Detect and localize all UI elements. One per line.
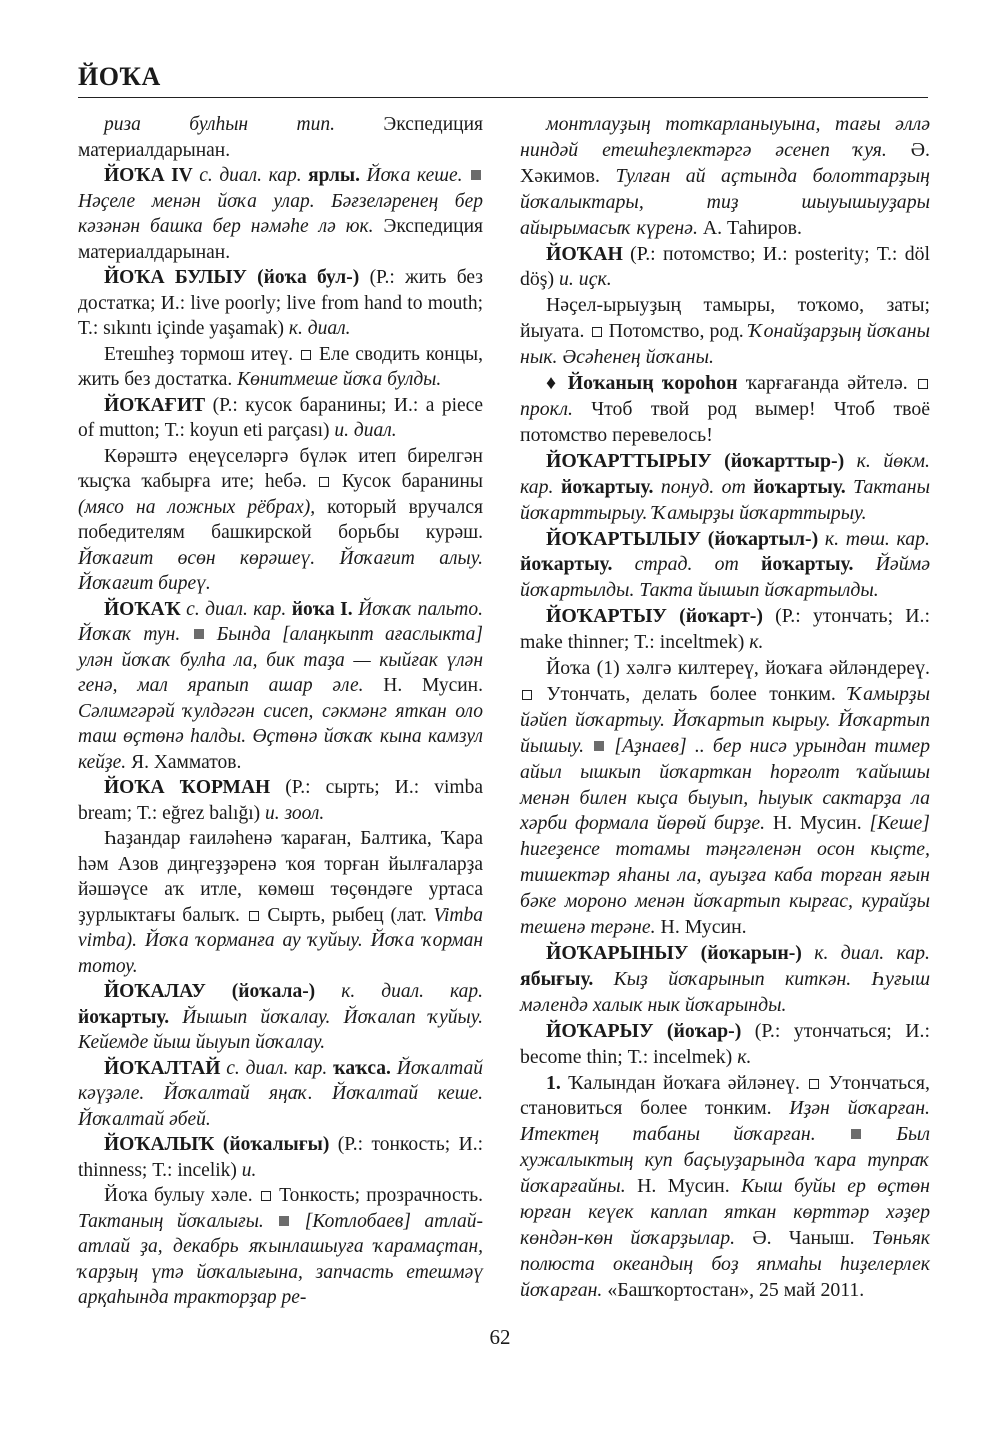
italic-text: Тактаның йоҡалығы.: [78, 1210, 278, 1232]
text: Н. Мусин.: [625, 1175, 730, 1198]
example-marker-icon: [279, 1216, 289, 1226]
italic-text: Кыҙ йоҡарынып киткән. Һуғыш мәлендә халык нык йоҡарынды.: [520, 967, 930, 1016]
dictionary-entry: [78, 393, 483, 444]
dictionary-entry: [520, 1071, 930, 1304]
italic-text: и.: [236, 1159, 257, 1181]
italic-text: риза булһын тип.: [104, 114, 335, 135]
text: Утончать, делать более тонким.: [534, 682, 836, 705]
text: Н. Мусин.: [765, 812, 862, 835]
header-rule: [78, 97, 928, 98]
text: Чтоб твой род вымер! Чтоб твоё потомство перевелось!: [520, 397, 930, 446]
italic-text: Йоҡа кеше.: [360, 165, 469, 186]
italic-text: к. йөкм. кар.: [520, 449, 930, 498]
headword: йоҡартыу.: [78, 1006, 170, 1028]
dictionary-entry: [78, 1132, 483, 1183]
italic-text: Vimba vimba).: [78, 904, 483, 951]
italic-text: к. диал.: [284, 318, 351, 339]
italic-text: Көнитмеше йоҡа булды.: [232, 369, 442, 390]
italic-text: прокл.: [520, 397, 573, 420]
italic-text: [Котлобаев] атлай-атлай ҙа, декабрь яҡынлашыуға ҡарамаҫтан, ҡарҙың үтә йоҡалығына, запчасть етешмәү арқаһында тракторҙар ре-: [78, 1210, 483, 1308]
text: Ә. Чаныш.: [735, 1226, 855, 1249]
italic-text: [Кеше] һигеҙенсе тотамы тәңгәленән осон кыҫте, тишектәр яһаны ла, ауыҙға каба торған яғын бәке мороно менән йоҡартып кырғас, курайҙы тешенә терәне.: [520, 812, 930, 939]
entry-paragraph: [78, 444, 483, 597]
translation-marker-icon: [522, 690, 532, 700]
headword: ЙОҠАН: [546, 242, 623, 265]
text: Йоҡа булыу хәле.: [104, 1185, 259, 1206]
dictionary-entry: [520, 941, 930, 1019]
italic-text: Был хужалыктың куп баҫыуҙарында ҡара тупраҡ йоҡарғайны.: [520, 1123, 931, 1198]
dictionary-entry: [78, 163, 483, 265]
entry-paragraph: [78, 1183, 483, 1311]
text: «Башҡортостан», 25 май 2011.: [602, 1278, 865, 1301]
text: (Р.: тонкость; И.: thinness; Т.: incelik): [78, 1134, 483, 1181]
headword: ЙОҠАРЫНЫУ (йоҡарын-): [546, 942, 802, 964]
text: который вручался победителям башкирской борьбы курәш.: [78, 496, 484, 543]
text: Н. Мусин.: [655, 916, 747, 939]
entry-paragraph: [78, 342, 483, 393]
italic-text: к.: [744, 631, 764, 654]
translation-marker-icon: [319, 477, 329, 487]
italic-text: Ҡамырҙы йәйеп йоҡартыу. Йоҡартып кырыу. Йоҡартып йышыу.: [520, 682, 930, 757]
italic-text: и. иҫк.: [554, 268, 612, 291]
example-marker-icon: [851, 1129, 861, 1139]
headword: ЙОҠАРТЫУ (йоҡарт-): [546, 605, 763, 628]
italic-text: [Аҙнаев] .. бер нисә урындан тимер айыл ышкып йоҡарткан һорғолт ҡайышы менән билен кыҫа быуып, һыуык сактарҙа ла хәрби формала йөрөй бирҙе.: [520, 734, 930, 835]
entry-paragraph: [78, 112, 483, 163]
dictionary-entry: [520, 449, 930, 527]
text: Тонкость; прозрачность.: [272, 1185, 483, 1206]
dictionary-entry: [78, 597, 483, 776]
dictionary-entry: [78, 979, 483, 1056]
dictionary-entry: [520, 1019, 930, 1071]
italic-text: Иҙән йоҡарған. Итектең табаны йоҡарған.: [520, 1097, 930, 1146]
text: Н. Мусин.: [363, 675, 483, 696]
entry-paragraph: [78, 826, 483, 979]
text: Нәҫел-ырыуҙың тамыры, тоҡомо, заты; йыуата.: [520, 294, 930, 343]
dictionary-entry: [520, 527, 930, 605]
headword: Йоҡаның ҡороһон: [567, 372, 738, 395]
italic-text: Йоҡалтай кәүҙәле. Йоҡалтай яңаҡ. Йоҡалтай кеше. Йоҡалтай әбей.: [78, 1057, 483, 1130]
example-marker-icon: [194, 629, 204, 639]
italic-text: Бында [алаңкыпт ағаслыкта] улән йоҡаҡ булһа ла, бик таҙа — кыйғак үлән генә, мал ярапып ашар әле.: [78, 624, 484, 696]
italic-text: Ҡонайҙарҙың йоҡаны нык. Әсәһенең йоҡаны.: [520, 320, 930, 369]
headword: ябығыу.: [520, 967, 594, 990]
text: А. Таһиров.: [697, 216, 802, 239]
headword: ЙОҠАРТЫЛЫУ (йоҡартыл-): [546, 527, 819, 550]
translation-marker-icon: [301, 350, 311, 360]
italic-text: и. зоол.: [260, 802, 325, 824]
headword: ҡаҡса.: [327, 1057, 391, 1079]
italic-text: с. диал. кар.: [192, 165, 302, 186]
text: Етешһеҙ тормош итеү.: [104, 343, 299, 365]
dictionary-entry: [520, 604, 930, 656]
left-column: [78, 112, 483, 1311]
text: Экспедиция материалдарынан.: [78, 216, 483, 263]
italic-text: Йоҡаҡ пальто. Йоҡаҡ тун.: [78, 598, 483, 645]
entry-paragraph: [520, 656, 930, 941]
translation-marker-icon: [918, 379, 928, 389]
text: Еле сводить концы, жить без достатка.: [78, 343, 483, 390]
text: (Р.: утончаться; И.: become thin; Т.: incelmek): [520, 1019, 930, 1068]
text: Ҡалындан йоҡаға әйләнеү.: [560, 1071, 808, 1094]
text: Йоҡа (1) хәлгә килтереү, йоҡаға әйләндереү.: [546, 657, 930, 680]
italic-text: страд. от: [612, 553, 739, 576]
headword: йоҡартыу.: [520, 553, 613, 576]
text: Сырть, рыбец (лат.: [260, 904, 427, 926]
text: ♦: [546, 372, 568, 395]
text: (Р.: кусок баранины; И.: a piece of mutton; Т.: koyun eti parçası): [78, 394, 483, 441]
headword: ЙОҠАҠ: [104, 598, 181, 620]
italic-text: и. диал.: [329, 420, 397, 441]
translation-marker-icon: [261, 1191, 271, 1201]
example-marker-icon: [594, 741, 604, 751]
text: Утончаться, становиться более тонким.: [520, 1071, 930, 1120]
entry-paragraph: [520, 112, 930, 242]
running-head: ЙОҠА: [78, 62, 161, 91]
italic-text: с. диал. кар.: [180, 598, 287, 620]
italic-text: Йышып йоҡалау. Йоҡалап ҡуйыу. Кейемде йыш йыуып йоҡалау.: [78, 1006, 483, 1053]
text: Һаҙандар ғаиләһенә ҡараған, Балтика, Ҡара һәм Азов диңгеҙҙәренә ҡоя торған йылғаларҙа йәшәүсе аҡ итле, көмөш төҫөндәге уртаса ҙурлыктағы балыҡ.: [78, 828, 483, 926]
text: Ә. Хәкимов.: [520, 138, 930, 187]
italic-text: Сәлимгәрәй ҡулдәгән сисеп, сәкмәнг яткан оло таш өҫтөнә һалды. Өҫтөнә йоҡаҡ кына камзул кейҙе.: [78, 700, 483, 773]
headword: йоҡа I.: [286, 598, 353, 620]
text: ҡарғағанда әйтелә.: [737, 372, 916, 395]
translation-marker-icon: [249, 911, 259, 921]
italic-text: к.: [732, 1045, 752, 1068]
italic-text: Кыш буйы ер өҫтөн юрған кеүек каплап яткан көрттәр хәҙер көндән-көн йоҡарҙылар.: [520, 1175, 930, 1249]
italic-text: к. диал. кар.: [315, 981, 484, 1002]
headword: йоҡартыу.: [745, 475, 846, 498]
italic-text: к. төш. кар.: [818, 527, 931, 550]
italic-text: Йәймә йоҡартылды. Такта йышып йоҡартылды.: [520, 553, 930, 602]
headword: ЙОҠАЛЫҠ (йоҡалығы): [104, 1134, 330, 1155]
headword: ЙОҠА БУЛЫУ (йоҡа бул-): [104, 267, 360, 288]
entry-paragraph: [520, 293, 930, 371]
italic-text: Төньяк полюста океандың боҙ япмаһы һиҙелерлек йоҡарған.: [520, 1226, 931, 1301]
headword: ЙОҠАҒИТ: [104, 394, 206, 416]
translation-marker-icon: [809, 1079, 819, 1089]
headword: ЙОҠА ҠОРМАН: [104, 777, 271, 798]
example-marker-icon: [471, 170, 481, 180]
text: (Р.: утончать; И.: make thinner; Т.: inceltmek): [520, 605, 930, 654]
entry-paragraph: [520, 371, 930, 449]
dictionary-entry: [78, 1056, 483, 1133]
italic-text: с. диал. кар.: [220, 1057, 328, 1079]
text: Я. Хамматов.: [126, 751, 242, 773]
translation-marker-icon: [592, 327, 602, 337]
italic-text: (мясо на ложных рёбрах),: [78, 496, 316, 518]
text: (Р.: жить без достатка; И.: live poorly; live from hand to mouth; Т.: sıkıntı içinde yaşamak): [78, 267, 484, 339]
headword: ЙОҠАЛАУ (йоҡала-): [104, 981, 316, 1002]
headword: ярлы.: [301, 165, 361, 186]
text: (Р.: сырть; И.: vimba bream; Т.: eğrez balığı): [78, 777, 483, 824]
text: Кусок баранины: [331, 471, 483, 492]
headword: 1.: [546, 1071, 561, 1094]
headword: йоҡартыу.: [738, 553, 854, 576]
italic-text: Тулған ай аҫтында болоттарҙың йоҡалыктары, тиҙ шыуышыуҙары айырымасыҡ күренә.: [520, 164, 930, 239]
italic-text: Йоҡа ҡорманға ау ҡуйыу. Йоҡа ҡорман тотоу.: [78, 930, 483, 977]
italic-text: монтлауҙың тоткарланыуына, тағы әллә ниндәй етешһеҙлектәргә әсенеп ҡуя.: [520, 113, 930, 161]
italic-text: Йоҡағит өсөн көрәшеү. Йоҡағит алыу. Йоҡағит биреү.: [78, 547, 483, 594]
headword: ЙОҠАРТТЫРЫУ (йоҡарттыр-): [546, 449, 845, 472]
headword: ЙОҠАЛТАЙ: [104, 1057, 221, 1079]
text: Көрәштә еңеүселәргә бүләк итеп бирелгән ҡыҫҡа ҡабырға ите; һебә.: [78, 445, 483, 492]
italic-text: Нәҫеле менән йоҡа улар. Бәғзеләренең бер кәзәнән башка бер нәмәһе лә юк.: [78, 190, 483, 237]
headword: йоҡартыу.: [553, 475, 654, 498]
dictionary-entry: [78, 775, 483, 826]
text: (Р.: потомство; И.: posterity; Т.: döl döş): [520, 242, 930, 291]
italic-text: Тактаны йоҡарттырыу. Ҡамырҙы йоҡарттырыу.: [520, 475, 930, 524]
right-column: [520, 112, 930, 1304]
headword: ЙОҠАРЫУ (йоҡар-): [546, 1019, 742, 1042]
text: Потомство, род.: [603, 320, 744, 343]
dictionary-entry: [520, 242, 930, 294]
italic-text: к. диал. кар.: [801, 942, 930, 964]
page-number: 62: [489, 1325, 511, 1349]
text: Экспедиция материалдарынан.: [78, 114, 483, 161]
headword: ЙОҠА IV: [104, 165, 193, 186]
italic-text: понуд. от: [653, 475, 746, 498]
dictionary-entry: [78, 265, 483, 342]
